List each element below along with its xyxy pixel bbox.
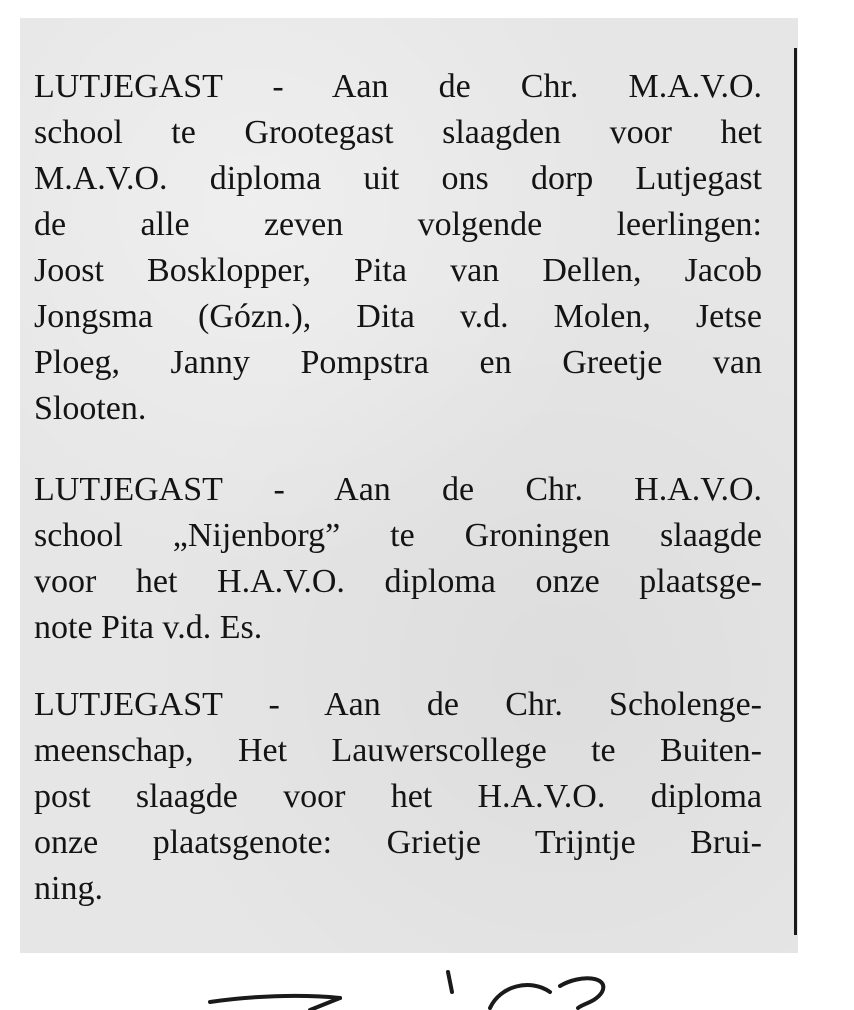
article-havo-nijenborg	[34, 467, 762, 651]
article-line: meenschap, Het Lauwerscollege te Buiten-	[34, 732, 762, 769]
article-line: LUTJEGAST - Aan de Chr. H.A.V.O.	[34, 471, 762, 508]
article-mavo-grootegast	[34, 64, 762, 432]
handwritten-date-mark	[190, 958, 630, 1010]
column-rule	[794, 48, 797, 935]
article-line: LUTJEGAST - Aan de Chr. Scholenge-	[34, 686, 762, 723]
article-line: de alle zeven volgende leerlingen:	[34, 206, 762, 243]
article-line: onze plaatsgenote: Grietje Trijntje Brui-	[34, 824, 762, 861]
article-line: M.A.V.O. diploma uit ons dorp Lutjegast	[34, 160, 762, 197]
article-line: school te Grootegast slaagden voor het	[34, 114, 762, 151]
article-line: Joost Bosklopper, Pita van Dellen, Jacob	[34, 252, 762, 289]
article-line: Slooten.	[34, 390, 147, 427]
article-havo-lauwerscollege	[34, 682, 762, 912]
article-line: Jongsma (Gózn.), Dita v.d. Molen, Jetse	[34, 298, 762, 335]
article-line: post slaagde voor het H.A.V.O. diploma	[34, 778, 762, 815]
article-line: note Pita v.d. Es.	[34, 609, 263, 646]
article-line: school „Nijenborg” te Groningen slaagde	[34, 517, 762, 554]
article-line: voor het H.A.V.O. diploma onze plaatsge-	[34, 563, 762, 600]
article-line: LUTJEGAST - Aan de Chr. M.A.V.O.	[34, 68, 762, 105]
article-line: Ploeg, Janny Pompstra en Greetje van	[34, 344, 762, 381]
article-line: ning.	[34, 870, 103, 907]
